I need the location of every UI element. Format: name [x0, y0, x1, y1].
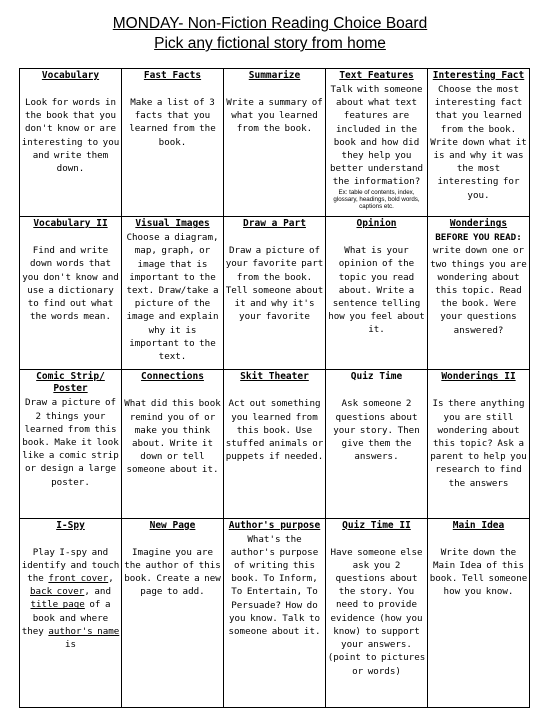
front-cover-term: front cover [48, 573, 109, 585]
cell-body: Look for words in the book that you don't know or are interesting to you and write them down. [21, 97, 120, 175]
i-spy-text: , and [84, 586, 111, 598]
cell-note: Ex: table of contents, index, glossary, headings, bold words, captions etc. [333, 188, 420, 210]
cell-title: Connections [141, 371, 204, 383]
cell-body: Draw a picture of your favorite part from the book. Tell someone about it and why it's your favorite [225, 245, 324, 323]
board-row-2 [20, 217, 530, 370]
cell-main-idea [428, 518, 530, 707]
cell-body: Ask someone 2 questions about your story. Then give them the answers. [333, 398, 420, 463]
cell-body: What did this book remind you of or make you think about. Write it down or tell someone about it. [124, 398, 221, 476]
cell-draw-a-part [224, 217, 326, 370]
cell-body: Choose the most interesting fact that you learned from the book. Write down what it is and why it was the most interesting for you. [430, 84, 527, 201]
page-subtitle: Pick any fictional story from home [154, 35, 386, 52]
cell-title: Quiz Time II [342, 519, 411, 531]
cell-connections [122, 370, 224, 518]
cell-title: Vocabulary [41, 70, 100, 81]
cell-opinion [326, 217, 428, 370]
cell-title: Interesting Fact [432, 70, 525, 81]
cell-body: Choose a diagram, map, graph, or image that is important to the text. Draw/take a picture of the image and explain why it is important to the text. [126, 232, 219, 363]
cell-vocabulary [20, 69, 122, 217]
cell-authors-purpose [224, 518, 326, 707]
i-spy-text: of a book and where they [21, 599, 111, 637]
cell-body: Have someone else ask you 2 questions about the story. You need to provide evidence (how you know) to support your answers. (point to pictures or words) [327, 546, 426, 677]
cell-body: Draw a picture of 2 things your learned from this book. Make it look like a comic strip or design a large poster. [22, 397, 119, 488]
cell-title: Opinion [356, 218, 397, 230]
cell-body: Act out something you learned from this book. Use stuffed animals or puppets if needed. [225, 398, 324, 463]
cell-title: Quiz Time [350, 371, 403, 383]
page-title: MONDAY- Non-Fiction Reading Choice Board [112, 15, 428, 32]
cell-new-page [122, 518, 224, 707]
cell-body [21, 546, 120, 652]
cell-wonderings-ii [428, 370, 530, 518]
cell-body: Is there anything you are still wondering about this topic? Ask a parent to help you research to find the answers [430, 398, 527, 489]
cell-title: Skit Theater [240, 371, 309, 383]
back-cover-term: back cover [30, 586, 85, 598]
cell-quiz-time-ii [326, 518, 428, 707]
cell-skit-theater [224, 370, 326, 518]
cell-title: Visual Images [135, 218, 210, 230]
i-spy-text: , [108, 573, 114, 585]
board-header [0, 14, 540, 54]
cell-title: Comic Strip/ Poster [36, 371, 105, 395]
i-spy-text: Play I-spy and identify and touch the [21, 546, 120, 585]
cell-visual-images [122, 217, 224, 370]
cell-title: Summarize [248, 70, 301, 81]
choice-board [19, 68, 530, 708]
cell-title: Text Features [339, 70, 414, 81]
cell-body: Write a summary of what you learned from the book. [226, 97, 323, 135]
cell-title: New Page [149, 519, 196, 531]
cell-body: Imagine you are the author of this book. Create a new page to add. [124, 546, 221, 598]
before-you-read-label: BEFORE YOU READ: [435, 232, 522, 244]
cell-wonderings [428, 217, 530, 370]
cell-summarize [224, 69, 326, 217]
cell-body: Write down the Main Idea of this book. Tell someone how you know. [429, 546, 528, 598]
cell-quiz-time [326, 370, 428, 518]
cell-title: Main Idea [452, 519, 505, 531]
cell-title: Wonderings II [441, 371, 516, 383]
cell-body: Talk with someone about what text features are included in the book and how did they help you better understand the information? [329, 84, 424, 188]
cell-title: Fast Facts [143, 70, 202, 81]
cell-title: I-Spy [56, 519, 85, 531]
cell-title: Draw a Part [243, 218, 306, 230]
cell-text-features [326, 69, 428, 217]
cell-body [429, 231, 528, 337]
cell-body: Make a list of 3 facts that you learned from the book. [129, 97, 216, 148]
cell-interesting-fact [428, 69, 530, 217]
board-row-3 [20, 370, 530, 518]
cell-body: Find and write down words that you don't know and use a dictionary to find out what the words mean. [22, 245, 119, 323]
cell-vocabulary-ii [20, 217, 122, 370]
cell-title: Wonderings [449, 218, 508, 230]
board-row-4 [20, 518, 530, 707]
author-name-term: author's name [48, 625, 120, 637]
board-row-1 [20, 69, 530, 217]
cell-title: Author's purpose [228, 519, 321, 531]
i-spy-text: is [64, 639, 77, 651]
cell-comic-strip [20, 370, 122, 518]
title-page-term: title page [30, 599, 85, 611]
cell-body: What's the author's purpose of writing this book. To Inform, To Entertain, To Persuade? How do you know. Talk to someone about it. [228, 533, 321, 638]
cell-fast-facts [122, 69, 224, 217]
cell-i-spy [20, 518, 122, 707]
wonderings-text: write down one or two things you are wondering about this topic. Read the book. Were your questions answered? [430, 245, 527, 336]
cell-body: What is your opinion of the topic you read about. Write a sentence telling how you feel about it. [328, 245, 425, 336]
cell-title: Vocabulary II [33, 218, 108, 230]
